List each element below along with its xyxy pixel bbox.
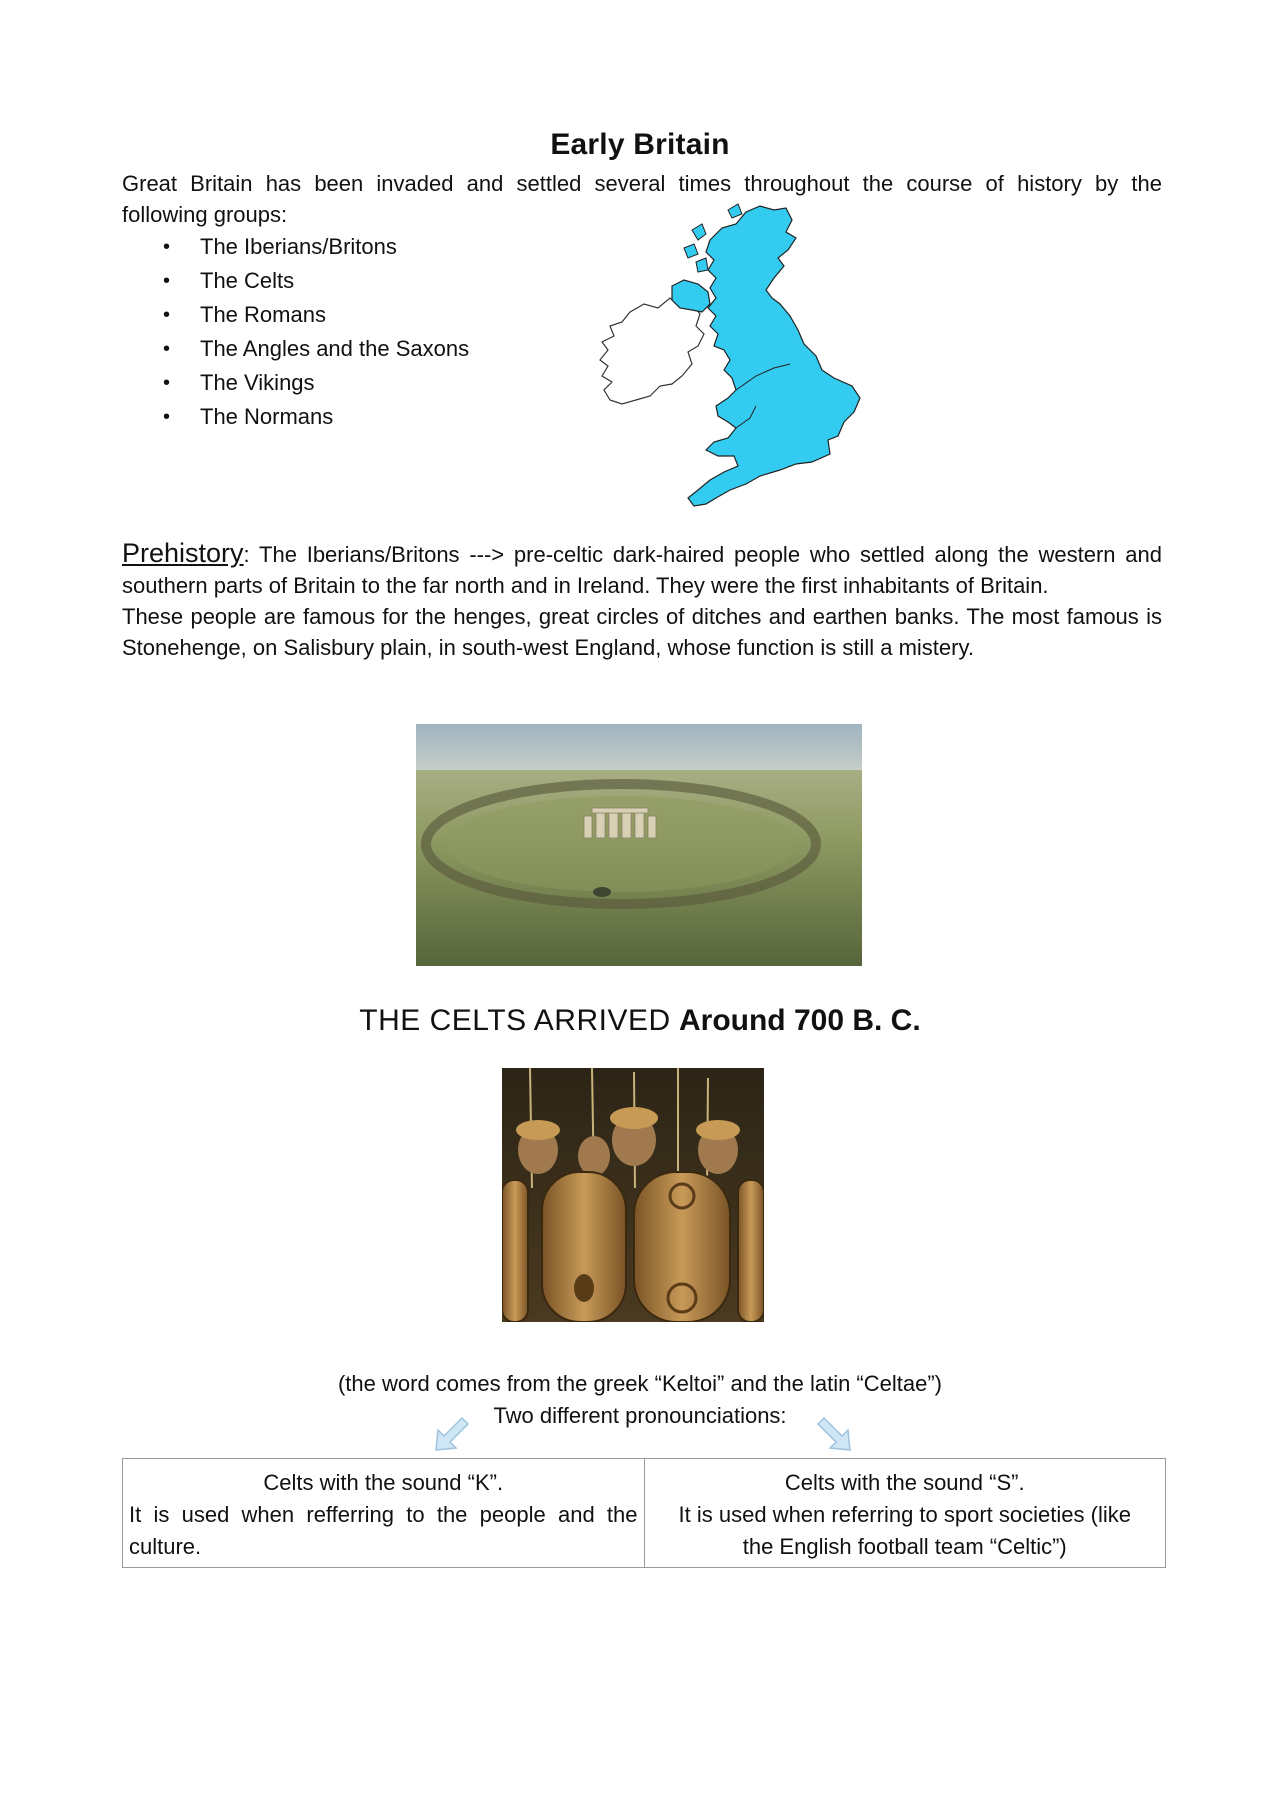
k-sound-line-1: It is used when refferring to the people and the [129, 1502, 638, 1527]
bullet-icon: • [163, 372, 171, 394]
prehistory-heading: Prehistory [122, 538, 244, 568]
intro-line-1: Great Britain has been invaded and settled several times throughout the course of history by the [122, 171, 1162, 196]
island-shape [728, 204, 742, 218]
sky-shape [416, 724, 862, 774]
pronunciations-label: Two different pronounciations: [493, 1403, 787, 1428]
shield-shape [634, 1172, 730, 1322]
celts-heading-bold: Around 700 B. C. [678, 1004, 921, 1037]
celts-heading-thin: THE CELTS ARRIVED [359, 1004, 671, 1037]
list-item: • The Vikings [155, 366, 469, 400]
list-item: • The Angles and the Saxons [155, 332, 469, 366]
invader-groups-list [155, 230, 469, 434]
celtic-warriors-photo [502, 1068, 764, 1322]
prehistory-paragraph-2: These people are famous for the henges, great circles of ditches and earthen banks. The most famous is Stonehenge, on Salisbury plain, in south-west England, whose function is still a mistery. [122, 604, 1162, 660]
shield-shape [738, 1180, 764, 1322]
k-sound-title: Celts with the sound “K”. [263, 1470, 504, 1495]
pronunciation-table [122, 1458, 1166, 1568]
prehistory-text-1: : The Iberians/Britons ---> pre-celtic dark-haired people who settled along the western and southern parts of Britain to the far north and in Ireland. They were the first inhabitants of Britain. [122, 542, 1162, 598]
bullet-icon: • [163, 338, 171, 360]
s-sound-line-2: the English football team “Celtic”) [742, 1534, 1067, 1559]
s-sound-line-1: It is used when referring to sport societies (like [678, 1502, 1131, 1527]
arrow-down-right-icon [816, 1416, 856, 1456]
bullet-icon: • [163, 304, 171, 326]
stonehenge-photo [416, 724, 862, 966]
arrow-down-left-icon [430, 1416, 470, 1456]
stone-shape [593, 887, 611, 897]
intro-line-2: following groups: [122, 202, 288, 227]
prehistory-section [122, 538, 1162, 663]
page-title: Early Britain [550, 128, 730, 161]
island-shape [696, 258, 708, 272]
bullet-icon: • [163, 270, 171, 292]
table-row [123, 1459, 1166, 1568]
word-origin-text [0, 1368, 1280, 1432]
bullet-icon: • [163, 406, 171, 428]
list-item: • The Normans [155, 400, 469, 434]
bullet-icon: • [163, 236, 171, 258]
k-sound-cell [123, 1459, 645, 1568]
shield-shape [502, 1180, 528, 1322]
great-britain-shape [688, 206, 860, 506]
s-sound-cell [644, 1459, 1166, 1568]
island-shape [684, 244, 698, 258]
celts-heading [0, 1004, 1280, 1038]
origin-line: (the word comes from the greek “Keltoi” and the latin “Celtae”) [337, 1371, 943, 1396]
k-sound-line-2: culture. [129, 1534, 202, 1559]
list-item: • The Celts [155, 264, 469, 298]
shield-boss-shape [574, 1274, 594, 1302]
prehistory-paragraph-1 [122, 538, 1162, 601]
ireland-shape [600, 298, 704, 404]
list-item: • The Iberians/Britons [155, 230, 469, 264]
british-isles-map-icon [560, 200, 900, 520]
s-sound-title: Celts with the sound “S”. [784, 1470, 1025, 1495]
island-shape [692, 224, 706, 240]
list-item: • The Romans [155, 298, 469, 332]
